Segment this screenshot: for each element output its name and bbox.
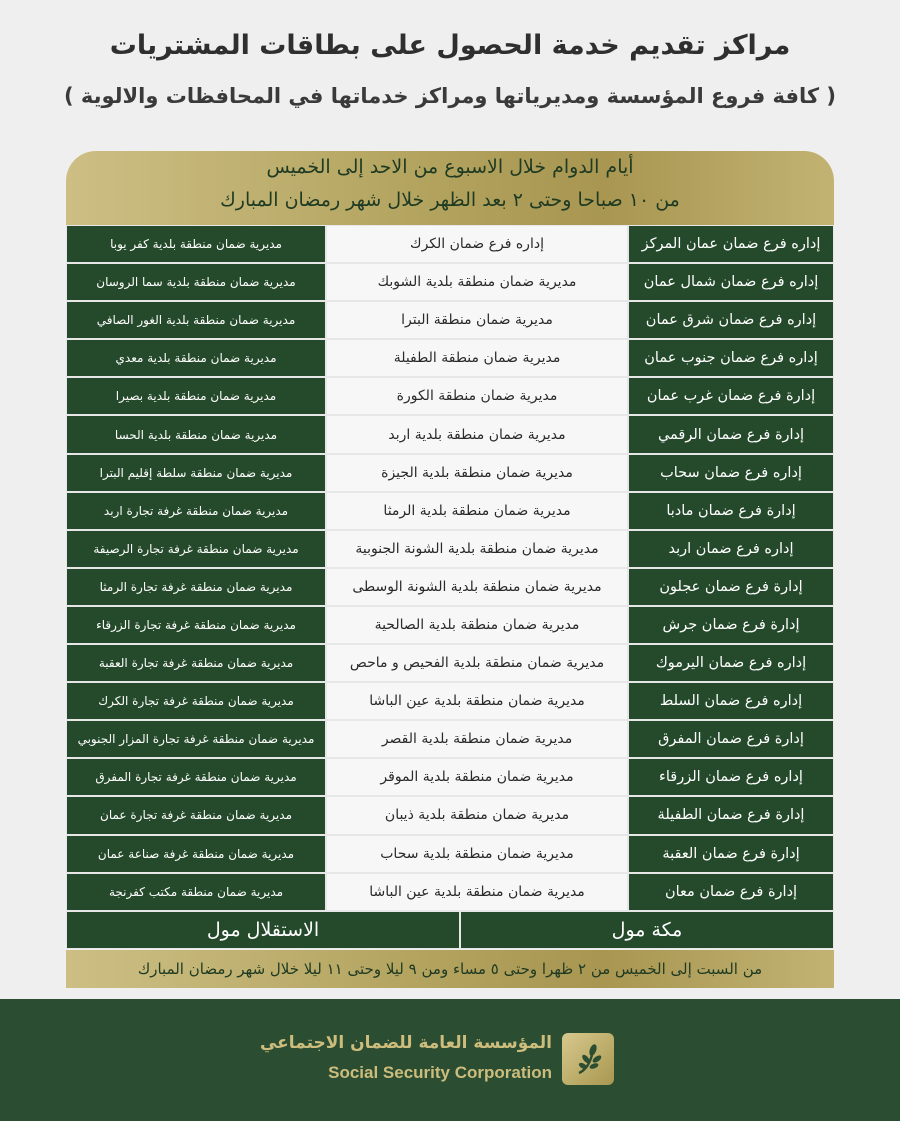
table-row <box>66 720 834 758</box>
page-title: مراكز تقديم خدمة الحصول على بطاقات المشتريات <box>109 30 791 61</box>
directorate-cell: مديرية ضمان منطقة بلدية ذيبان <box>326 796 628 834</box>
service-center-cell: مديرية ضمان منطقة غرفة تجارة الزرقاء <box>66 606 326 644</box>
branch-cell: إدارة فرع ضمان مادبا <box>628 492 834 530</box>
branch-cell: إدارة فرع ضمان الطفيلة <box>628 796 834 834</box>
service-center-cell: مديرية ضمان منطقة بلدية الغور الصافي <box>66 301 326 339</box>
directorate-cell: مديرية ضمان منطقة بلدية الجيزة <box>326 454 628 492</box>
branches-table <box>66 225 834 911</box>
directorate-cell: مديرية ضمان منطقة بلدية الشونة الجنوبية <box>326 530 628 568</box>
directorate-cell: مديرية ضمان منطقة بلدية اربد <box>326 415 628 453</box>
service-center-cell: مديرية ضمان منطقة غرفة تجارة المفرق <box>66 758 326 796</box>
malls-row <box>66 911 834 949</box>
table-row <box>66 492 834 530</box>
service-center-cell: مديرية ضمان منطقة غرفة تجارة المزار الجنوبي <box>66 720 326 758</box>
directorate-cell: مديرية ضمان منطقة بلدية عين الباشا <box>326 873 628 911</box>
directorate-cell: مديرية ضمان منطقة الطفيلة <box>326 339 628 377</box>
footer <box>0 999 900 1121</box>
mall-istiqlal: الاستقلال مول <box>66 911 460 949</box>
table-row <box>66 796 834 834</box>
branch-cell: إدارة فرع ضمان العقبة <box>628 835 834 873</box>
table-row <box>66 873 834 911</box>
service-center-cell: مديرية ضمان منطقة غرفة تجارة الكرك <box>66 682 326 720</box>
directorate-cell: مديرية ضمان منطقة بلدية الشوبك <box>326 263 628 301</box>
working-hours-text: من ١٠ صباحا وحتى ٢ بعد الظهر خلال شهر رمضان المبارك <box>220 189 680 211</box>
table-row <box>66 758 834 796</box>
table-row <box>66 301 834 339</box>
table-row <box>66 530 834 568</box>
working-days-text: أيام الدوام خلال الاسبوع من الاحد إلى الخميس <box>266 156 634 178</box>
table-row <box>66 835 834 873</box>
branch-cell: إدارة فرع ضمان غرب عمان <box>628 377 834 415</box>
directorate-cell: مديرية ضمان منطقة بلدية الصالحية <box>326 606 628 644</box>
branch-cell: إداره فرع ضمان السلط <box>628 682 834 720</box>
directorate-cell: مديرية ضمان منطقة بلدية الرمثا <box>326 492 628 530</box>
branch-cell: إداره فرع ضمان عمان المركز <box>628 225 834 263</box>
branch-cell: إداره فرع ضمان سحاب <box>628 454 834 492</box>
table-row <box>66 644 834 682</box>
branch-cell: إداره فرع ضمان شمال عمان <box>628 263 834 301</box>
directorate-cell: مديرية ضمان منطقة بلدية عين الباشا <box>326 682 628 720</box>
service-center-cell: مديرية ضمان منطقة غرفة صناعة عمان <box>66 835 326 873</box>
directorate-cell: مديرية ضمان منطقة بلدية الفحيص و ماحص <box>326 644 628 682</box>
directorate-cell: مديرية ضمان منطقة بلدية الموقر <box>326 758 628 796</box>
service-center-cell: مديرية ضمان منطقة سلطة إقليم البترا <box>66 454 326 492</box>
branch-cell: إدارة فرع ضمان عجلون <box>628 568 834 606</box>
service-center-cell: مديرية ضمان منطقة بلدية بصيرا <box>66 377 326 415</box>
table-row <box>66 225 834 263</box>
branch-cell: إداره فرع ضمان اليرموك <box>628 644 834 682</box>
branch-cell: إداره فرع ضمان شرق عمان <box>628 301 834 339</box>
branch-cell: إداره فرع ضمان الزرقاء <box>628 758 834 796</box>
wheat-sprig-icon <box>562 1033 614 1085</box>
table-row <box>66 454 834 492</box>
malls-hours-text: من السبت إلى الخميس من ٢ ظهرا وحتى ٥ مساء ومن ٩ ليلا وحتى ١١ ليلا خلال شهر رمضان المبارك <box>66 950 834 988</box>
branch-cell: إدارة فرع ضمان المفرق <box>628 720 834 758</box>
branch-cell: إداره فرع ضمان اربد <box>628 530 834 568</box>
directorate-cell: إداره فرع ضمان الكرك <box>326 225 628 263</box>
branch-cell: إدارة فرع ضمان معان <box>628 873 834 911</box>
table-row <box>66 415 834 453</box>
working-hours-banner <box>66 151 834 225</box>
page-subtitle: ( كافة فروع المؤسسة ومديرياتها ومراكز خدماتها في المحافظات والالوية ) <box>63 84 837 108</box>
table-row <box>66 606 834 644</box>
service-center-cell: مديرية ضمان منطقة بلدية سما الروسان <box>66 263 326 301</box>
service-center-cell: مديرية ضمان منطقة بلدية كفر يوبا <box>66 225 326 263</box>
directorate-cell: مديرية ضمان منطقة البترا <box>326 301 628 339</box>
branch-cell: إدارة فرع ضمان الرقمي <box>628 415 834 453</box>
table-row <box>66 377 834 415</box>
service-center-cell: مديرية ضمان منطقة غرفة تجارة الرصيفة <box>66 530 326 568</box>
directorate-cell: مديرية ضمان منطقة بلدية الشونة الوسطى <box>326 568 628 606</box>
directorate-cell: مديرية ضمان منطقة بلدية سحاب <box>326 835 628 873</box>
org-name-english: Social Security Corporation <box>328 1063 552 1082</box>
directorate-cell: مديرية ضمان منطقة الكورة <box>326 377 628 415</box>
service-center-cell: مديرية ضمان منطقة مكتب كفرنجة <box>66 873 326 911</box>
table-row <box>66 339 834 377</box>
service-center-cell: مديرية ضمان منطقة غرفة تجارة العقبة <box>66 644 326 682</box>
table-row <box>66 682 834 720</box>
org-name-arabic: المؤسسة العامة للضمان الاجتماعي <box>259 1033 552 1053</box>
service-center-cell: مديرية ضمان منطقة غرفة تجارة عمان <box>66 796 326 834</box>
table-row <box>66 568 834 606</box>
service-center-cell: مديرية ضمان منطقة بلدية الحسا <box>66 415 326 453</box>
branch-cell: إداره فرع ضمان جنوب عمان <box>628 339 834 377</box>
directorate-cell: مديرية ضمان منطقة بلدية القصر <box>326 720 628 758</box>
service-center-cell: مديرية ضمان منطقة بلدية معدي <box>66 339 326 377</box>
mall-mecca: مكة مول <box>460 911 834 949</box>
service-center-cell: مديرية ضمان منطقة غرفة تجارة اربد <box>66 492 326 530</box>
table-row <box>66 263 834 301</box>
service-center-cell: مديرية ضمان منطقة غرفة تجارة الرمثا <box>66 568 326 606</box>
branch-cell: إدارة فرع ضمان جرش <box>628 606 834 644</box>
